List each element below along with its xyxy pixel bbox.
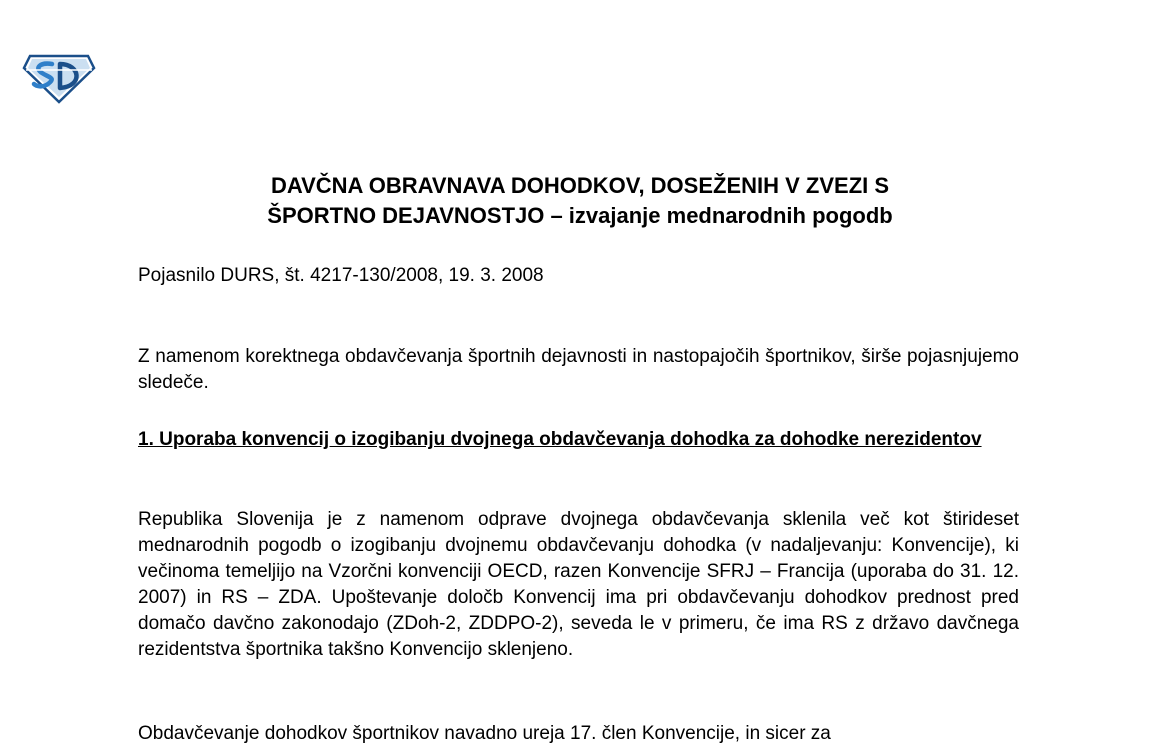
section-1-heading: 1. Uporaba konvencij o izogibanju dvojnega obdavčevanja dohodka za dohodke nerezidentov	[138, 429, 982, 450]
section-1-paragraph-1: Republika Slovenija je z namenom odprave dvojnega obdavčevanja sklenila več kot štirideset mednarodnih pogodb o izogibanju dvojnemu obdavčevanju dohodka (v nadaljevanju: Konvencije), ki večinoma temeljijo na Vzorčni konvenciji OECD, razen Konvencije SFRJ – Francija (uporaba do 31. 12. 2007) in RS – ZDA. Upoštevanje določb Konvencij ima pri obdavčevanju dohodkov prednost pred domačo davčno zakonodajo (ZDoh-2, ZDDPO-2), seveda le v primeru, če ima RS z državo davčnega rezidentstva športnika takšno Konvencijo sklenjeno.	[138, 509, 1019, 660]
document-title	[140, 171, 1020, 231]
title-line-1: DAVČNA OBRAVNAVA DOHODKOV, DOSEŽENIH V ZVEZI S	[270, 173, 890, 198]
title-line-2: ŠPORTNO DEJAVNOSTJO – izvajanje mednarodnih pogodb	[267, 203, 893, 228]
document-subtitle: Pojasnilo DURS, št. 4217-130/2008, 19. 3. 2008	[138, 265, 544, 286]
section-1-paragraph-2: Obdavčevanje dohodkov športnikov navadno ureja 17. člen Konvencije, in sicer za	[138, 723, 831, 743]
sd-logo-icon	[22, 50, 96, 104]
intro-paragraph: Z namenom korektnega obdavčevanja športnih dejavnosti in nastopajočih športnikov, širše pojasnjujemo sledeče.	[138, 346, 1019, 393]
